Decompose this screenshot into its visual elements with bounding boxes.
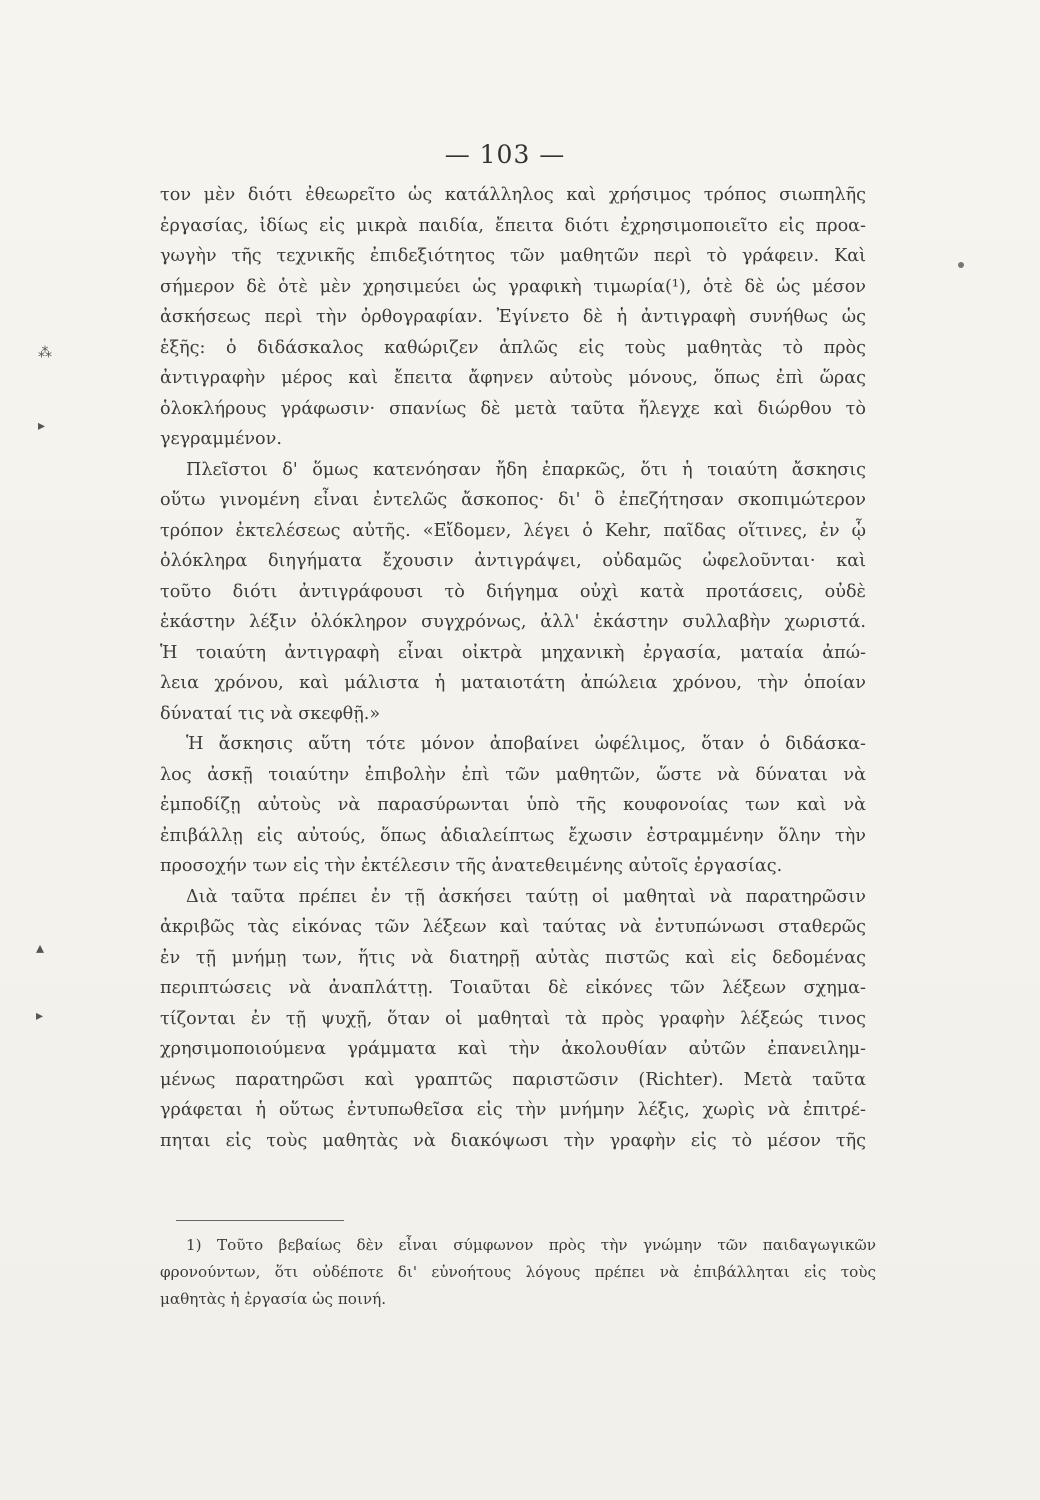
body-text xyxy=(160,180,866,1156)
text-line: ἑκάστην λέξιν ὁλόκληρον συγχρόνως, ἀλλ' ἑκάστην συλλαβὴν χωριστά. xyxy=(160,612,866,632)
text-line: οὕτω γινομένη εἶναι ἐντελῶς ἄσκοπος· δι' ὃ ἐπεζήτησαν σκοπιμώτερον xyxy=(160,490,866,510)
text-line: Διὰ ταῦτα πρέπει ἐν τῇ ἀσκήσει ταύτῃ οἱ μαθηταὶ νὰ παρατηρῶσιν xyxy=(186,886,866,907)
text-line: ἑξῆς: ὁ διδάσκαλος καθώριζεν ἁπλῶς εἰς τοὺς μαθητὰς τὸ πρὸς xyxy=(160,337,866,358)
scan-mark-icon: ⁂ xyxy=(38,345,52,361)
text-line: σήμερον δὲ ὁτὲ μὲν χρησιμεύει ὡς γραφικὴ τιμωρία(¹), ὁτὲ δὲ ὡς μέσον xyxy=(160,276,866,297)
text-line: χρησιμοποιούμενα γράμματα καὶ τὴν ἀκολουθίαν αὐτῶν ἐπανειλημ- xyxy=(160,1039,866,1059)
page-number: — 103 — xyxy=(444,140,566,169)
text-line: γράφεται ἡ οὕτως ἐντυπωθεῖσα εἰς τὴν μνήμην λέξις, χωρὶς νὰ ἐπιτρέ- xyxy=(160,1100,866,1120)
footnote xyxy=(160,1232,876,1313)
text-line: λεια χρόνου, καὶ μάλιστα ἡ ματαιοτάτη ἀπώλεια χρόνου, τὴν ὁποίαν xyxy=(160,673,866,693)
footnote-divider xyxy=(176,1220,344,1221)
scan-mark-icon: ▸ xyxy=(36,1008,44,1024)
scan-mark-icon: ▴ xyxy=(36,938,45,957)
text-line: τρόπον ἐκτελέσεως αὐτῆς. «Εἴδομεν, λέγει ὁ Kehr, παῖδας οἵτινες, ἐν ᾧ xyxy=(160,520,866,541)
text-line: ἀντιγραφὴν μέρος καὶ ἔπειτα ἄφηνεν αὐτοὺς μόνους, ὅπως ἐπὶ ὥρας xyxy=(160,368,866,388)
text-line: γωγὴν τῆς τεχνικῆς ἐπιδεξιότητος τῶν μαθητῶν περὶ τὸ γράφειν. Καὶ xyxy=(160,246,866,266)
footnote-line: 1) Τοῦτο βεβαίως δὲν εἶναι σύμφωνον πρὸς τὴν γνώμην τῶν παιδαγωγικῶν xyxy=(186,1236,876,1254)
text-line: λος ἀσκῇ τοιαύτην ἐπιβολὴν ἐπὶ τῶν μαθητῶν, ὥστε νὰ δύναται νὰ xyxy=(160,764,866,785)
text-line: Πλεῖστοι δ' ὅμως κατενόησαν ἤδη ἐπαρκῶς, ὅτι ἡ τοιαύτη ἄσκησις xyxy=(186,459,866,480)
text-line: ἐμποδίζῃ αὐτοὺς νὰ παρασύρωνται ὑπὸ τῆς κουφονοίας των καὶ νὰ xyxy=(160,795,866,815)
text-line: τίζονται ἐν τῇ ψυχῇ, ὅταν οἱ μαθηταὶ τὰ πρὸς γραφὴν λέξεώς τινος xyxy=(160,1008,866,1029)
text-line: πηται εἰς τοὺς μαθητὰς νὰ διακόψωσι τὴν γραφὴν εἰς τὸ μέσον τῆς xyxy=(160,1130,866,1151)
text-line: ἐπιβάλλῃ εἰς αὐτούς, ὅπως ἀδιαλείπτως ἔχωσιν ἐστραμμένην ὅλην τὴν xyxy=(160,825,866,846)
text-line: ἀκριβῶς τὰς εἰκόνας τῶν λέξεων καὶ ταύτας νὰ ἐντυπώνωσι σταθερῶς xyxy=(160,917,866,937)
text-line: ὁλόκληρα διηγήματα ἔχουσιν ἀντιγράψει, οὐδαμῶς ὠφελοῦνται· καὶ xyxy=(160,551,866,571)
footnote-line: φρονούντων, ὅτι οὐδέποτε δι' εὐνοήτους λόγους πρέπει νὰ ἐπιβάλληται εἰς τοὺς xyxy=(160,1263,876,1281)
text-line: ἀσκήσεως περὶ τὴν ὀρθογραφίαν. Ἐγίνετο δὲ ἡ ἀντιγραφὴ συνήθως ὡς xyxy=(160,307,866,327)
text-line: γεγραμμένον. xyxy=(160,429,282,449)
footnote-line: μαθητὰς ἡ ἐργασία ὡς ποινή. xyxy=(160,1290,387,1308)
scan-speck-mark xyxy=(958,262,964,268)
text-line: Ἡ τοιαύτη ἀντιγραφὴ εἶναι οἰκτρὰ μηχανικὴ ἐργασία, ματαία ἀπώ- xyxy=(160,642,866,663)
text-line: ὁλοκλήρους γράφωσιν· σπανίως δὲ μετὰ ταῦτα ἤλεγχε καὶ διώρθου τὸ xyxy=(160,398,866,419)
text-line: δύναταί τις νὰ σκεφθῇ.» xyxy=(160,703,381,724)
scan-mark-icon: ▸ xyxy=(38,418,46,434)
text-line: τον μὲν διότι ἐθεωρεῖτο ὡς κατάλληλος καὶ χρήσιμος τρόπος σιωπηλῆς xyxy=(160,185,866,205)
text-line: ἐργασίας, ἰδίως εἰς μικρὰ παιδία, ἔπειτα διότι ἐχρησιμοποιεῖτο εἰς προα- xyxy=(160,215,866,236)
text-line: περιπτώσεις νὰ ἀναπλάττῃ. Τοιαῦται δὲ εἰκόνες τῶν λέξεων σχημα- xyxy=(160,978,866,998)
text-line: τοῦτο διότι ἀντιγράφουσι τὸ διήγημα οὐχὶ κατὰ προτάσεις, οὐδὲ xyxy=(160,581,866,602)
text-line: προσοχήν των εἰς τὴν ἐκτέλεσιν τῆς ἀνατεθειμένης αὐτοῖς ἐργασίας. xyxy=(160,856,783,876)
text-line: Ἡ ἄσκησις αὕτη τότε μόνον ἀποβαίνει ὠφέλιμος, ὅταν ὁ διδάσκα- xyxy=(186,734,866,754)
text-line: μένως παρατηρῶσι καὶ γραπτῶς παριστῶσιν (Richter). Μετὰ ταῦτα xyxy=(160,1069,866,1090)
text-line: ἐν τῇ μνήμῃ των, ἥτις νὰ διατηρῇ αὐτὰς πιστῶς καὶ εἰς δεδομένας xyxy=(160,947,866,968)
